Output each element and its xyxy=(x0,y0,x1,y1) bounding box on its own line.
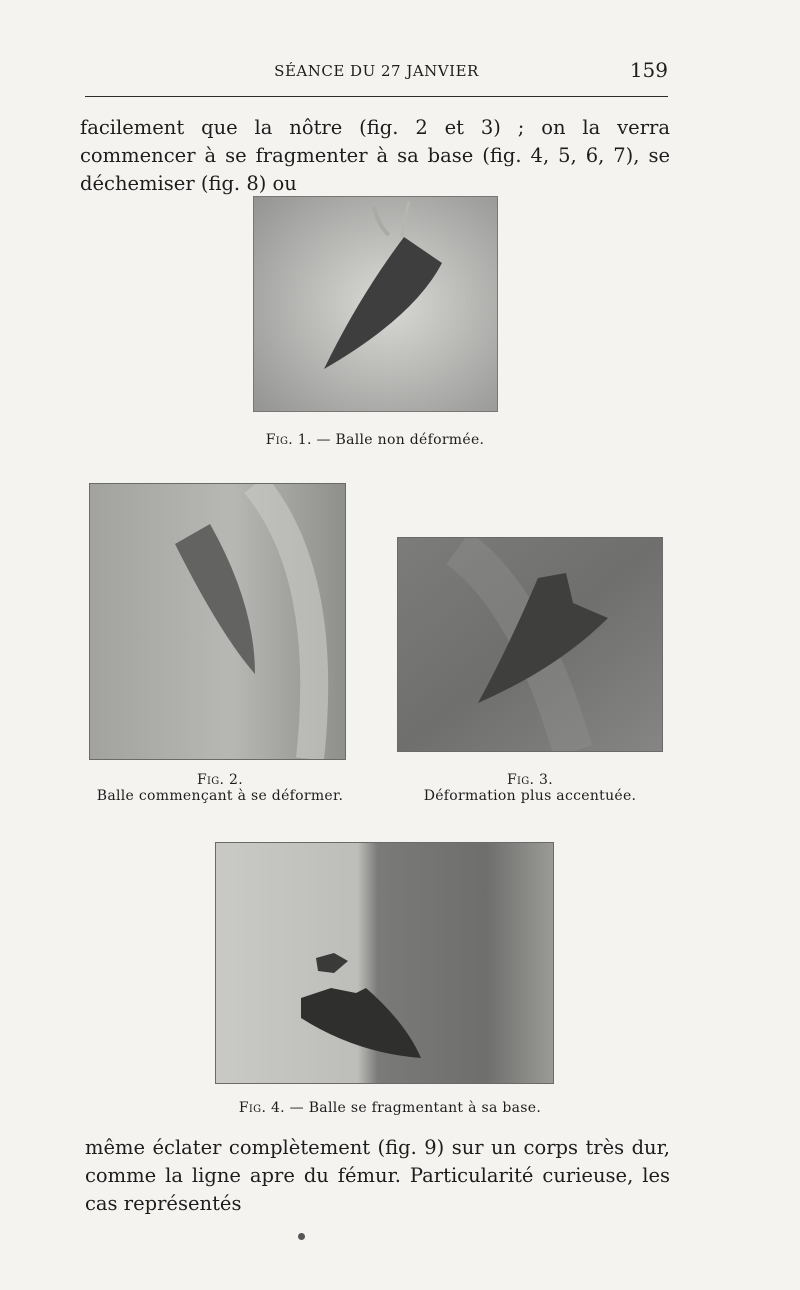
page-number: 159 xyxy=(629,58,668,82)
paragraph-top: facilement que la nôtre (fig. 2 et 3) ; on la verra commencer à se fragmenter à sa base (fig. 4, 5, 6, 7), se déchemiser (fig. 8) ou xyxy=(80,116,670,195)
figure-1-caption xyxy=(200,432,550,448)
figure-2-label: Fig. 2. xyxy=(196,772,243,788)
header-rule xyxy=(85,96,668,97)
figure-1-label: Fig. 1. xyxy=(265,432,312,448)
figure-1-photo xyxy=(253,196,498,412)
figure-1-text: — Balle non déformée. xyxy=(316,432,485,448)
figure-3-text: Déformation plus accentuée. xyxy=(423,788,637,804)
figure-4-caption xyxy=(180,1100,600,1116)
figure-4-text: — Balle se fragmentant à sa base. xyxy=(289,1100,542,1116)
xray-bullet-deformed xyxy=(398,538,662,751)
xray-bullet-intact xyxy=(254,197,497,411)
running-head: SÉANCE DU 27 JANVIER xyxy=(274,62,479,80)
figure-3-label: Fig. 3. xyxy=(506,772,553,788)
page-header xyxy=(85,56,668,86)
xray-bullet-deforming xyxy=(90,484,345,759)
figure-2-text: Balle commençant à se déformer. xyxy=(96,788,344,804)
ink-speck xyxy=(298,1233,305,1240)
figure-2-caption xyxy=(70,772,370,804)
xray-bullet-fragmenting xyxy=(216,843,553,1083)
figure-4-label: Fig. 4. xyxy=(238,1100,285,1116)
figure-3-photo xyxy=(397,537,663,752)
figure-4-photo xyxy=(215,842,554,1084)
figure-2-photo xyxy=(89,483,346,760)
paragraph-bottom: même éclater complètement (fig. 9) sur un corps très dur, comme la ligne apre du fémur. Particularité curieuse, les cas représentés xyxy=(85,1136,670,1215)
figure-3-caption xyxy=(380,772,680,804)
